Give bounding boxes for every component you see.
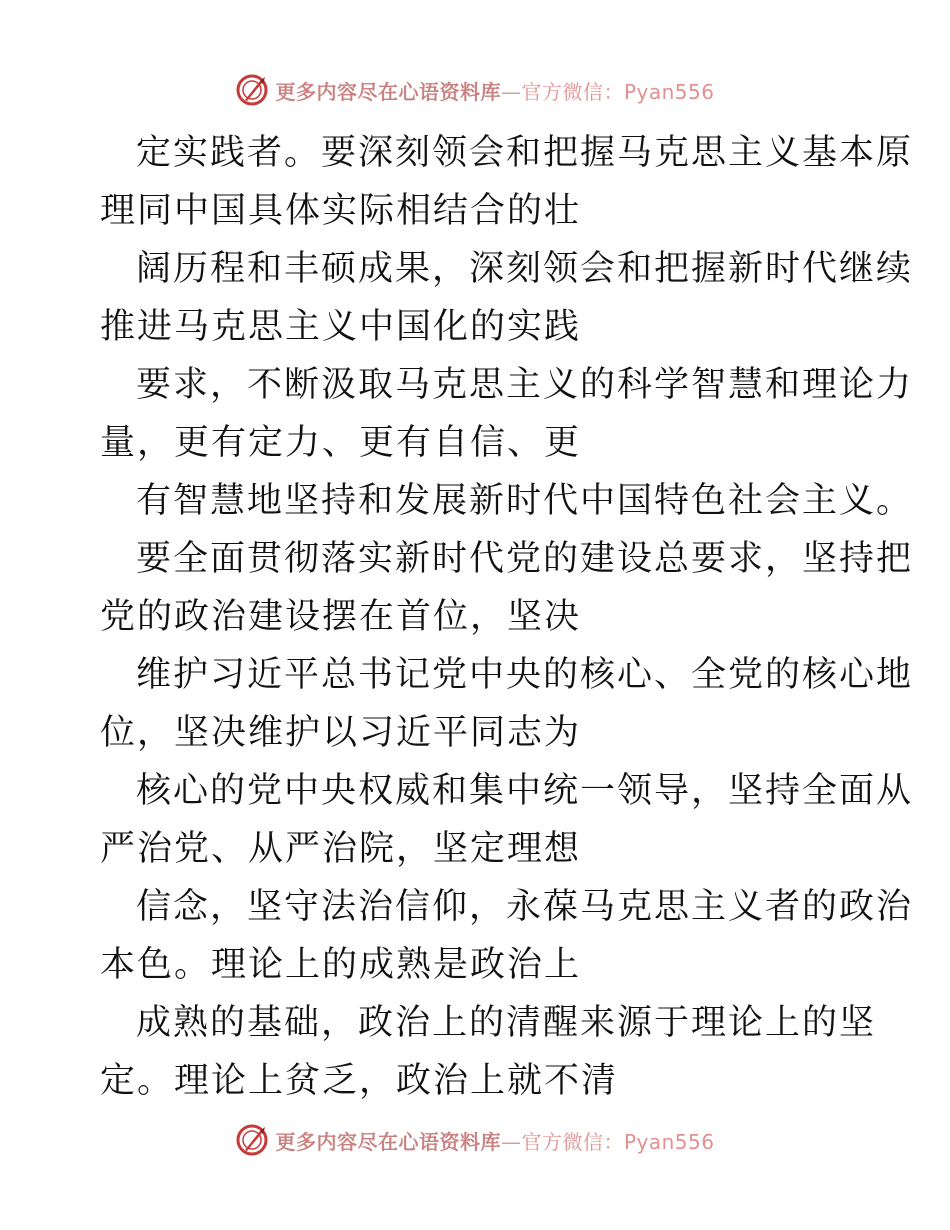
header-banner-lead: 更多内容尽在心语资料库 (275, 79, 501, 104)
text-line: 严治党、从严治院，坚定理想 (100, 829, 582, 869)
footer-banner-wechat: 官方微信：Pyan556 (521, 1129, 715, 1154)
text-line: 推进马克思主义中国化的实践 (100, 307, 582, 347)
footer-banner-text (275, 1126, 714, 1155)
text-line: 理同中国具体实际相结合的壮 (100, 191, 582, 231)
text-line: 定实践者。要深刻领会和把握马克思主义基本原 (136, 133, 914, 173)
text-line: 位，坚决维护以习近平同志为 (100, 713, 582, 753)
text-line: 信念，坚守法治信仰，永葆马克思主义者的政治 (136, 887, 914, 927)
text-line: 党的政治建设摆在首位，坚决 (100, 597, 582, 637)
footer-banner (0, 1122, 950, 1158)
text-line: 维护习近平总书记党中央的核心、全党的核心地 (136, 655, 914, 695)
header-banner (0, 72, 950, 108)
text-line: 要全面贯彻落实新时代党的建设总要求，坚持把 (136, 539, 914, 579)
text-line: 成熟的基础，政治上的清醒来源于理论上的坚 (136, 1003, 877, 1043)
text-line: 有智慧地坚持和发展新时代中国特色社会主义。 (136, 481, 914, 521)
header-banner-dash: — (500, 79, 522, 104)
footer-banner-dash: — (500, 1129, 522, 1154)
document-body (100, 124, 914, 1110)
feather-pen-circle-icon (235, 73, 269, 107)
text-line: 本色。理论上的成熟是政治上 (100, 945, 582, 985)
text-line: 阔历程和丰硕成果，深刻领会和把握新时代继续 (136, 249, 914, 289)
header-banner-text (275, 76, 714, 105)
text-line: 要求，不断汲取马克思主义的科学智慧和理论力 (136, 365, 914, 405)
header-banner-wechat: 官方微信：Pyan556 (521, 79, 715, 104)
footer-banner-lead: 更多内容尽在心语资料库 (275, 1129, 501, 1154)
text-line: 量，更有定力、更有自信、更 (100, 423, 582, 463)
feather-pen-circle-icon (235, 1123, 269, 1157)
text-line: 核心的党中央权威和集中统一领导，坚持全面从 (136, 771, 914, 811)
text-line: 定。理论上贫乏，政治上就不清 (100, 1061, 619, 1101)
